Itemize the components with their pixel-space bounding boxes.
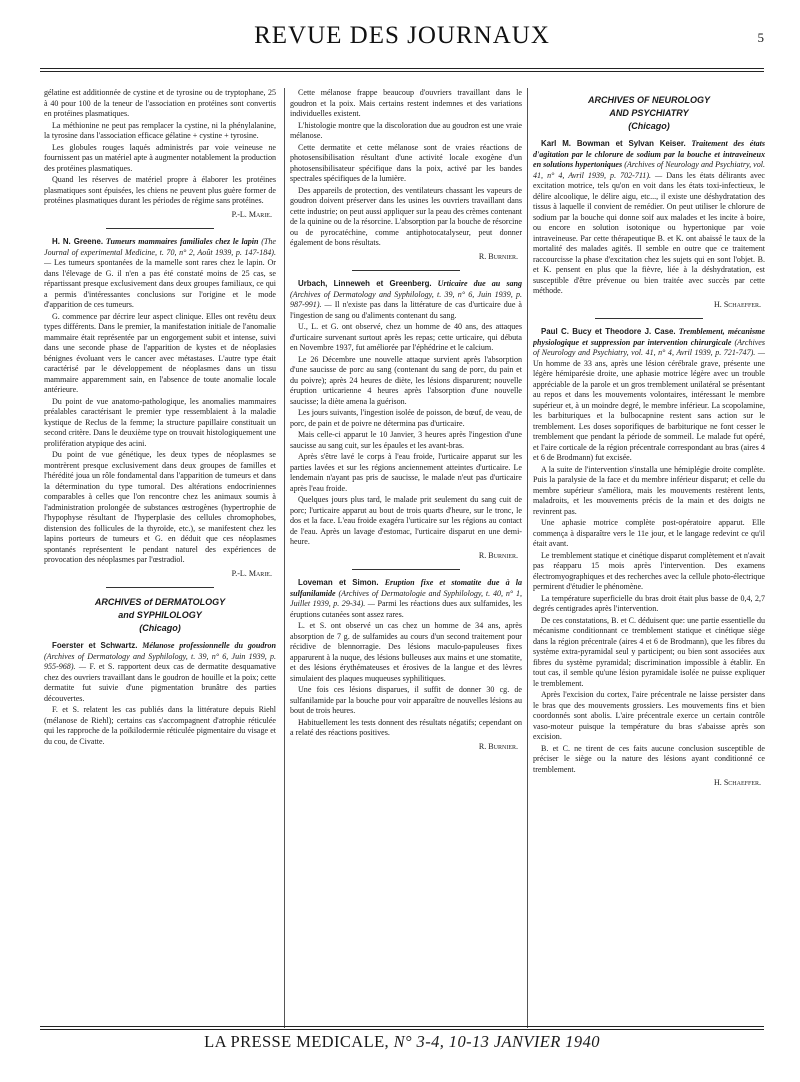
paragraph: La méthionine ne peut pas remplacer la cystine, ni la phénylalanine, la tyrosine dans l'association efficace gélatine + cystine + tyrosine. [44, 120, 276, 140]
paragraph: Cette dermatite et cette mélanose sont de vraies réactions de photosensibilisation résultant d'une activité locale exogène d'un photosensibilisateur spécifique dans la poix, activé par les bandes spectrales spécifiques de la lumière. [290, 142, 522, 183]
article-authors: Paul C. Bucy et Theodore J. Case. [541, 327, 676, 336]
paragraph: Des appareils de protection, des ventilateurs chassant les vapeurs de goudron doivent préserver dans les usines les ouvriers travaillant dans cette industrie; on peut aussi appliquer sur la peau des crèmes contenant de la quinine ou de la résorcine. L'absorption par la bouche de résorcine ou de pyrocatéchine, comme antiphotocatalyseur, peut donner également de bons résultats. [290, 185, 522, 247]
page-header [40, 16, 764, 56]
paragraph: Quand les réserves de matériel propre à élaborer les protéines plasmatiques sont épuisées, les chiens ne peuvent plus guère former de protéines plasmatiques durant les périodes de régime sans protéines. [44, 175, 276, 205]
paragraph: U., L. et G. ont observé, chez un homme de 40 ans, des attaques d'urticaire survenant surtout après les repas; cette urticaire, qui débuta en Novembre 1937, fut améliorée par l'éphédrine et le calcium. [290, 322, 522, 352]
article-reference: (The Journal of experimental Medicine, t. 70, n° 2, Août 1939, p. 147-184). — [44, 237, 276, 267]
column-1 [44, 88, 276, 1028]
article-heading [290, 279, 522, 321]
paragraph: Du point de vue anatomo-pathologique, les anomalies mammaires préalables caractérisant le premier type ressemblaient à la maladie kystique de Reclus de la femme; la structure papillaire constituait un second critère. Dans le deuxième type on trouvait histologiquement une prolifération atypique des acini. [44, 396, 276, 448]
signature: H. Schaeffer. [714, 299, 761, 309]
article-reference: (Archives of Dermatology and Syphilology, t. 39, n° 6, Juin 1939, p. 955-968). — [44, 651, 276, 671]
article-reference: (Archives of Dermatologie and Syphilology, t. 40, n° 1, Juillet 1939, p. 29-34). — [290, 588, 522, 608]
header-rule [40, 68, 764, 72]
article-heading [533, 139, 765, 297]
paragraph: De ces constatations, B. et C. déduisent que: une partie essentielle du mécanisme conditionnant ce tremblement statique et cinétique siège dans la région précentrale (aires 4 et 6 de Brodmann), que les fibres du système extra-pyramidal seul y participent; ou bien sont associées aux fibres du système pyramidal; discrimination impossible à établir. En tout cas, il semble qu'une lésion pyramidale isolée ne puisse expliquer le tremblement. [533, 615, 765, 688]
journal-section-title [44, 596, 276, 635]
section-title-line: and SYPHILOLOGY [118, 610, 202, 620]
article-title: Tumeurs mammaires familiales chez le lapin [105, 237, 259, 246]
article-title: Eruption fixe et stomatite due à la sulfanilamide [290, 578, 522, 598]
signature: R. Burnier. [478, 550, 518, 560]
article-lead: Un homme de 33 ans, après une lésion cérébrale grave, présente une légère hémiparésie droite, une aphasie motrice légère avec un trouble appréciable de la parole et un gros tremblement unilatéral se présentant au repos et dans les mouvements volontaires, intéressant le membre supérieur et, à un moindre degré, le membre inférieur. La scopolamine, les barbituriques et la bulbocapnine restent sans action sur le tremblement. Les doses soporifiques de barbiturique ne font cesser le tremblement que pendant la période de sommeil. Le malade fut opéré, et l'aire corticale de la région précentrale correspondant au bras (aires 4 et 6 de Brodmann) fut excisée. [533, 358, 765, 462]
column-divider [284, 88, 285, 1028]
page-footer [40, 1032, 764, 1056]
paragraph: Après l'excision du cortex, l'aire précentrale ne laisse persister dans le bras que des mouvements grossiers. Les mouvements fins et bien coordonnés sont abolis. L'aire précentrale exerce un certain contrôle vaso-moteur puisque la température du bras s'abaisse après son excision. [533, 690, 765, 741]
paragraph: Cette mélanose frappe beaucoup d'ouvriers travaillant dans le goudron et la poix. Mais certains restent indemnes et des variations individuelles existent. [290, 88, 522, 118]
article-lead: Les tumeurs spontanées de la mamelle sont rares chez le lapin. Or dans l'élevage de G. il n'en a pas été constaté moins de 25 cas, se répartissant presque exclusivement dans deux groupes familiaux, ce qui a permis d'intéressantes conclusions sur l'origine et le mode d'apparition de ces tumeurs. [44, 258, 276, 309]
article-authors: Urbach, Linneweh et Greenberg. [298, 279, 432, 288]
footer-rule [40, 1026, 764, 1030]
article-heading [533, 327, 765, 464]
article-divider [352, 569, 460, 570]
section-title-city: (Chicago) [139, 623, 181, 633]
article-authors: Foerster et Schwartz. [52, 641, 138, 650]
article-lead: Il n'existe pas dans la littérature de cas d'urticaire due à l'ingestion de sang ou d'aliments contenant du sang. [290, 300, 522, 320]
article-divider [595, 318, 703, 319]
paragraph: Après s'être lavé le corps à l'eau froide, l'urticaire apparut sur les parties lavées et sur les régions anciennement atteintes d'urticaire. Le lendemain n'ayant pas pris de saucisse, le malade n'eut pas d'urticaire après l'eau froide. [290, 452, 522, 493]
article-title: Mélanose professionnelle du goudron [142, 641, 276, 650]
paragraph: B. et C. ne tirent de ces faits aucune conclusion susceptible de préciser le siège ou la nature des lésions ayant conditionné ce tremblement. [533, 743, 765, 774]
section-title-line: AND PSYCHIATRY [609, 108, 689, 118]
article-authors: Karl M. Bowman et Sylvan Keiser. [541, 139, 686, 148]
paragraph: Quelques jours plus tard, le malade prit seulement du sang cuit de porc; l'urticaire apparut au bout de trois quarts d'heure, sur le tronc, le dos et la face. L'eau froide exagéra l'urticaire sur les régions au contact de l'eau. Après un lavage d'estomac, l'urticaire disparut en une demi-heure. [290, 495, 522, 546]
column-2 [290, 88, 522, 1028]
section-title-line: ARCHIVES OF NEUROLOGY [587, 95, 710, 105]
column-3 [533, 88, 765, 1028]
paragraph: Habituellement les tests donnent des résultats négatifs; cependant on a relaté des réactions positives. [290, 717, 522, 737]
paragraph: L'histologie montre que la discoloration due au goudron est une vraie mélanose. [290, 120, 522, 140]
page-number: 5 [757, 30, 764, 45]
footer-journal-name: LA PRESSE MEDICALE, [204, 1032, 390, 1051]
article-title: Tremblement, mécanisme physiologique et suppression par intervention chirurgicale [533, 327, 765, 347]
paragraph: Les jours suivants, l'ingestion isolée de poisson, de bœuf, de veau, de porc, de pain et de poivre ne détermina pas d'urticaire. [290, 408, 522, 428]
signature: P.-L. Marie. [231, 209, 272, 219]
paragraph: Une aphasie motrice complète post-opératoire apparut. Elle commença à disparaître vers le 11e jour, et le langage redevint ce qu'il était avant. [533, 518, 765, 548]
signature: P.-L. Marie. [231, 568, 272, 578]
article-divider [352, 270, 460, 271]
article-divider [106, 228, 214, 229]
paragraph: Le 26 Décembre une nouvelle attaque survient après l'absorption d'une saucisse de porc au sang (contenant du sang de porc, du pain et du poivre); après 24 heures de diète, les lésions disparurent; nouvelle éruption urticarienne 4 heures après l'absorption d'une nouvelle saucisse; la diète amena la guérison. [290, 354, 522, 406]
article-title: Urticaire due au sang [437, 279, 522, 288]
article-lead: Parmi les réactions dues aux sulfamides, les éruptions cutanées sont assez rares. [290, 599, 522, 619]
paragraph: Une fois ces lésions disparues, il suffit de donner 30 cg. de sulfanilamide par la bouche pour voir apparaître de nouvelles lésions au bout de trois heures. [290, 685, 522, 715]
section-title-city: (Chicago) [628, 121, 670, 131]
signature: R. Burnier. [478, 741, 518, 751]
article-reference: (Archives of Dermatology and Syphilology, t. 39, n° 6, Juin 1939, p. 987-991). — [290, 289, 522, 309]
signature: H. Schaeffer. [714, 778, 761, 787]
paragraph: Le tremblement statique et cinétique disparut complètement et n'avait pas réapparu 15 mois après l'intervention. Des examens électromyographiques et des recherches avec la cellule photo-électrique permirent d'étudier le phénomène. [533, 550, 765, 591]
article-heading [44, 641, 276, 704]
article-reference: (Archives of Neurology and Psychiatry, vol. 41, n° 4, Avril 1939, p. 702-711). — [533, 160, 765, 180]
paragraph: A la suite de l'intervention s'installa une hémiplégie droite complète. Puis la paralysie de la face et du membre inférieur disparut; et celle du membre supérieur s'améliora, mais les mouvements restèrent lents, maladroits, et les mouvements précis de la main et des doigts ne revinrent pas. [533, 464, 765, 516]
article-authors: H. N. Greene. [52, 237, 104, 246]
article-heading [290, 578, 522, 620]
article-lead: F. et S. rapportent deux cas de dermatite desquamative chez des ouvriers travaillant dans le goudron de houille et la poix; cette dermatite fut suivie d'une pigmentation brunâtre des parties découvertes. [44, 662, 276, 703]
section-title-line: ARCHIVES of DERMATOLOGY [94, 597, 226, 607]
article-lead: Dans les états délirants avec excitation motrice, tels qu'on en voit dans les états toxi-infectieux, le délire alcoolique, le délire aigu, etc..., il existe une déshydratation des tissus à laquelle il convient de remédier. On peut utiliser le chlorure de sodium par la bouche qui donne soif aux malades et les incite à boire, ou encore en solution isotonique ou hypertonique par voie intraveineuse. Par cette thérapeutique B. et K. ont abaissé le taux de la mortalité des malades agités. Il semble en outre que ce traitement raccourcisse la phase d'excitation chez les sujets qui en sont l'objet. B. et K. pensent en plus que la fièvre, liée à la déshydratation, est susceptible d'être prévenue ou bien traitée avec succès par cette méthode. [533, 170, 765, 295]
article-reference: (Archives of Neurology and Psychiatry, vol. 41, n° 4, Avril 1939, p. 721-747). — [533, 337, 765, 357]
column-divider [527, 88, 528, 1028]
signature: R. Burnier. [478, 251, 518, 261]
article-heading [44, 237, 276, 311]
paragraph: La température superficielle du bras droit était plus basse de 0,4, 2,7 degrés centigrades après l'intervention. [533, 593, 765, 613]
paragraph: Du point de vue génétique, les deux types de néoplasmes se montrèrent presque exclusivement dans deux groupes de familles et l'hérédité joua un rôle fondamental dans l'apparition de tumeurs et dans la détermination du type tumoral. Des altérations endocriniennes comparables à celles que l'on rencontre chez les animaux soumis à l'administration prolongée de substances œstrogènes (hypertrophie de l'hypophyse résultant de l'hyperplasie des cellules chromophobes, distension des follicules de la thyroïde, etc.), se manifestent chez les lapins porteurs de tumeurs et G. en déduit que ces néoplasmes spontanés représentent le pendant naturel des expériences de provocation des néoplasmes par l'œstradiol. [44, 450, 276, 564]
journal-header-title: REVUE DES JOURNAUX [254, 22, 550, 49]
paragraph: L. et S. ont observé un cas chez un homme de 34 ans, après absorption de 7 g. de sulfamides au cours d'un second traitement pour récidive de blennorragie. Des lésions maculo-papuleuses fixes apparurent à la nuque, des lésions bulleuses aux mains et une stomatite, et des lésions érythémateuses et érosives de la langue et des lèvres simulaient des plaques muqueuses syphilitiques. [290, 621, 522, 683]
article-divider [106, 587, 214, 588]
paragraph: Les globules rouges laqués administrés par voie veineuse ne fournissent pas un matériel apte à augmenter notablement la production des protéines plasmatiques. [44, 142, 276, 173]
article-title: Traitement des états d'agitation par le chlorure de sodium par la bouche et intraveineux en solutions hypertoniques [533, 139, 765, 169]
article-authors: Loveman et Simon. [298, 578, 379, 587]
footer-issue: N° 3-4, 10-13 JANVIER 1940 [393, 1032, 600, 1051]
paragraph: G. commence par décrire leur aspect clinique. Elles ont revêtu deux types différents. Dans le premier, la manifestation initiale de l'anomalie mammaire était représentée par un engorgement subit et intense, suivi dans une seconde phase de l'apparition de kystes et de néoplasies bénignes évoluant vers le cancer avec métastases. L'autre type était caractérisé par le développement de néoplasmes dans un tissu mammaire apparemment sain, en l'absence de toute anomalie locale antérieure. [44, 311, 276, 394]
paragraph: F. et S. relatent les cas publiés dans la littérature depuis Riehl (mélanose de Riehl); certains cas s'accompagnent d'atrophie réticulée qui les rapproche de la poïkilodermie réticulée pigmentaire du visage et du cou, de Civatte. [44, 705, 276, 746]
journal-section-title [533, 94, 765, 133]
paragraph: gélatine est additionnée de cystine et de tyrosine ou de tryptophane, 25 à 40 pour 100 de la teneur de l'association en protéines sont convertis en protéines plasmatiques. [44, 88, 276, 118]
paragraph: Mais celle-ci apparut le 10 Janvier, 3 heures après l'ingestion d'une saucisse au sang cuit, sur les épaules et les avant-bras. [290, 430, 522, 450]
